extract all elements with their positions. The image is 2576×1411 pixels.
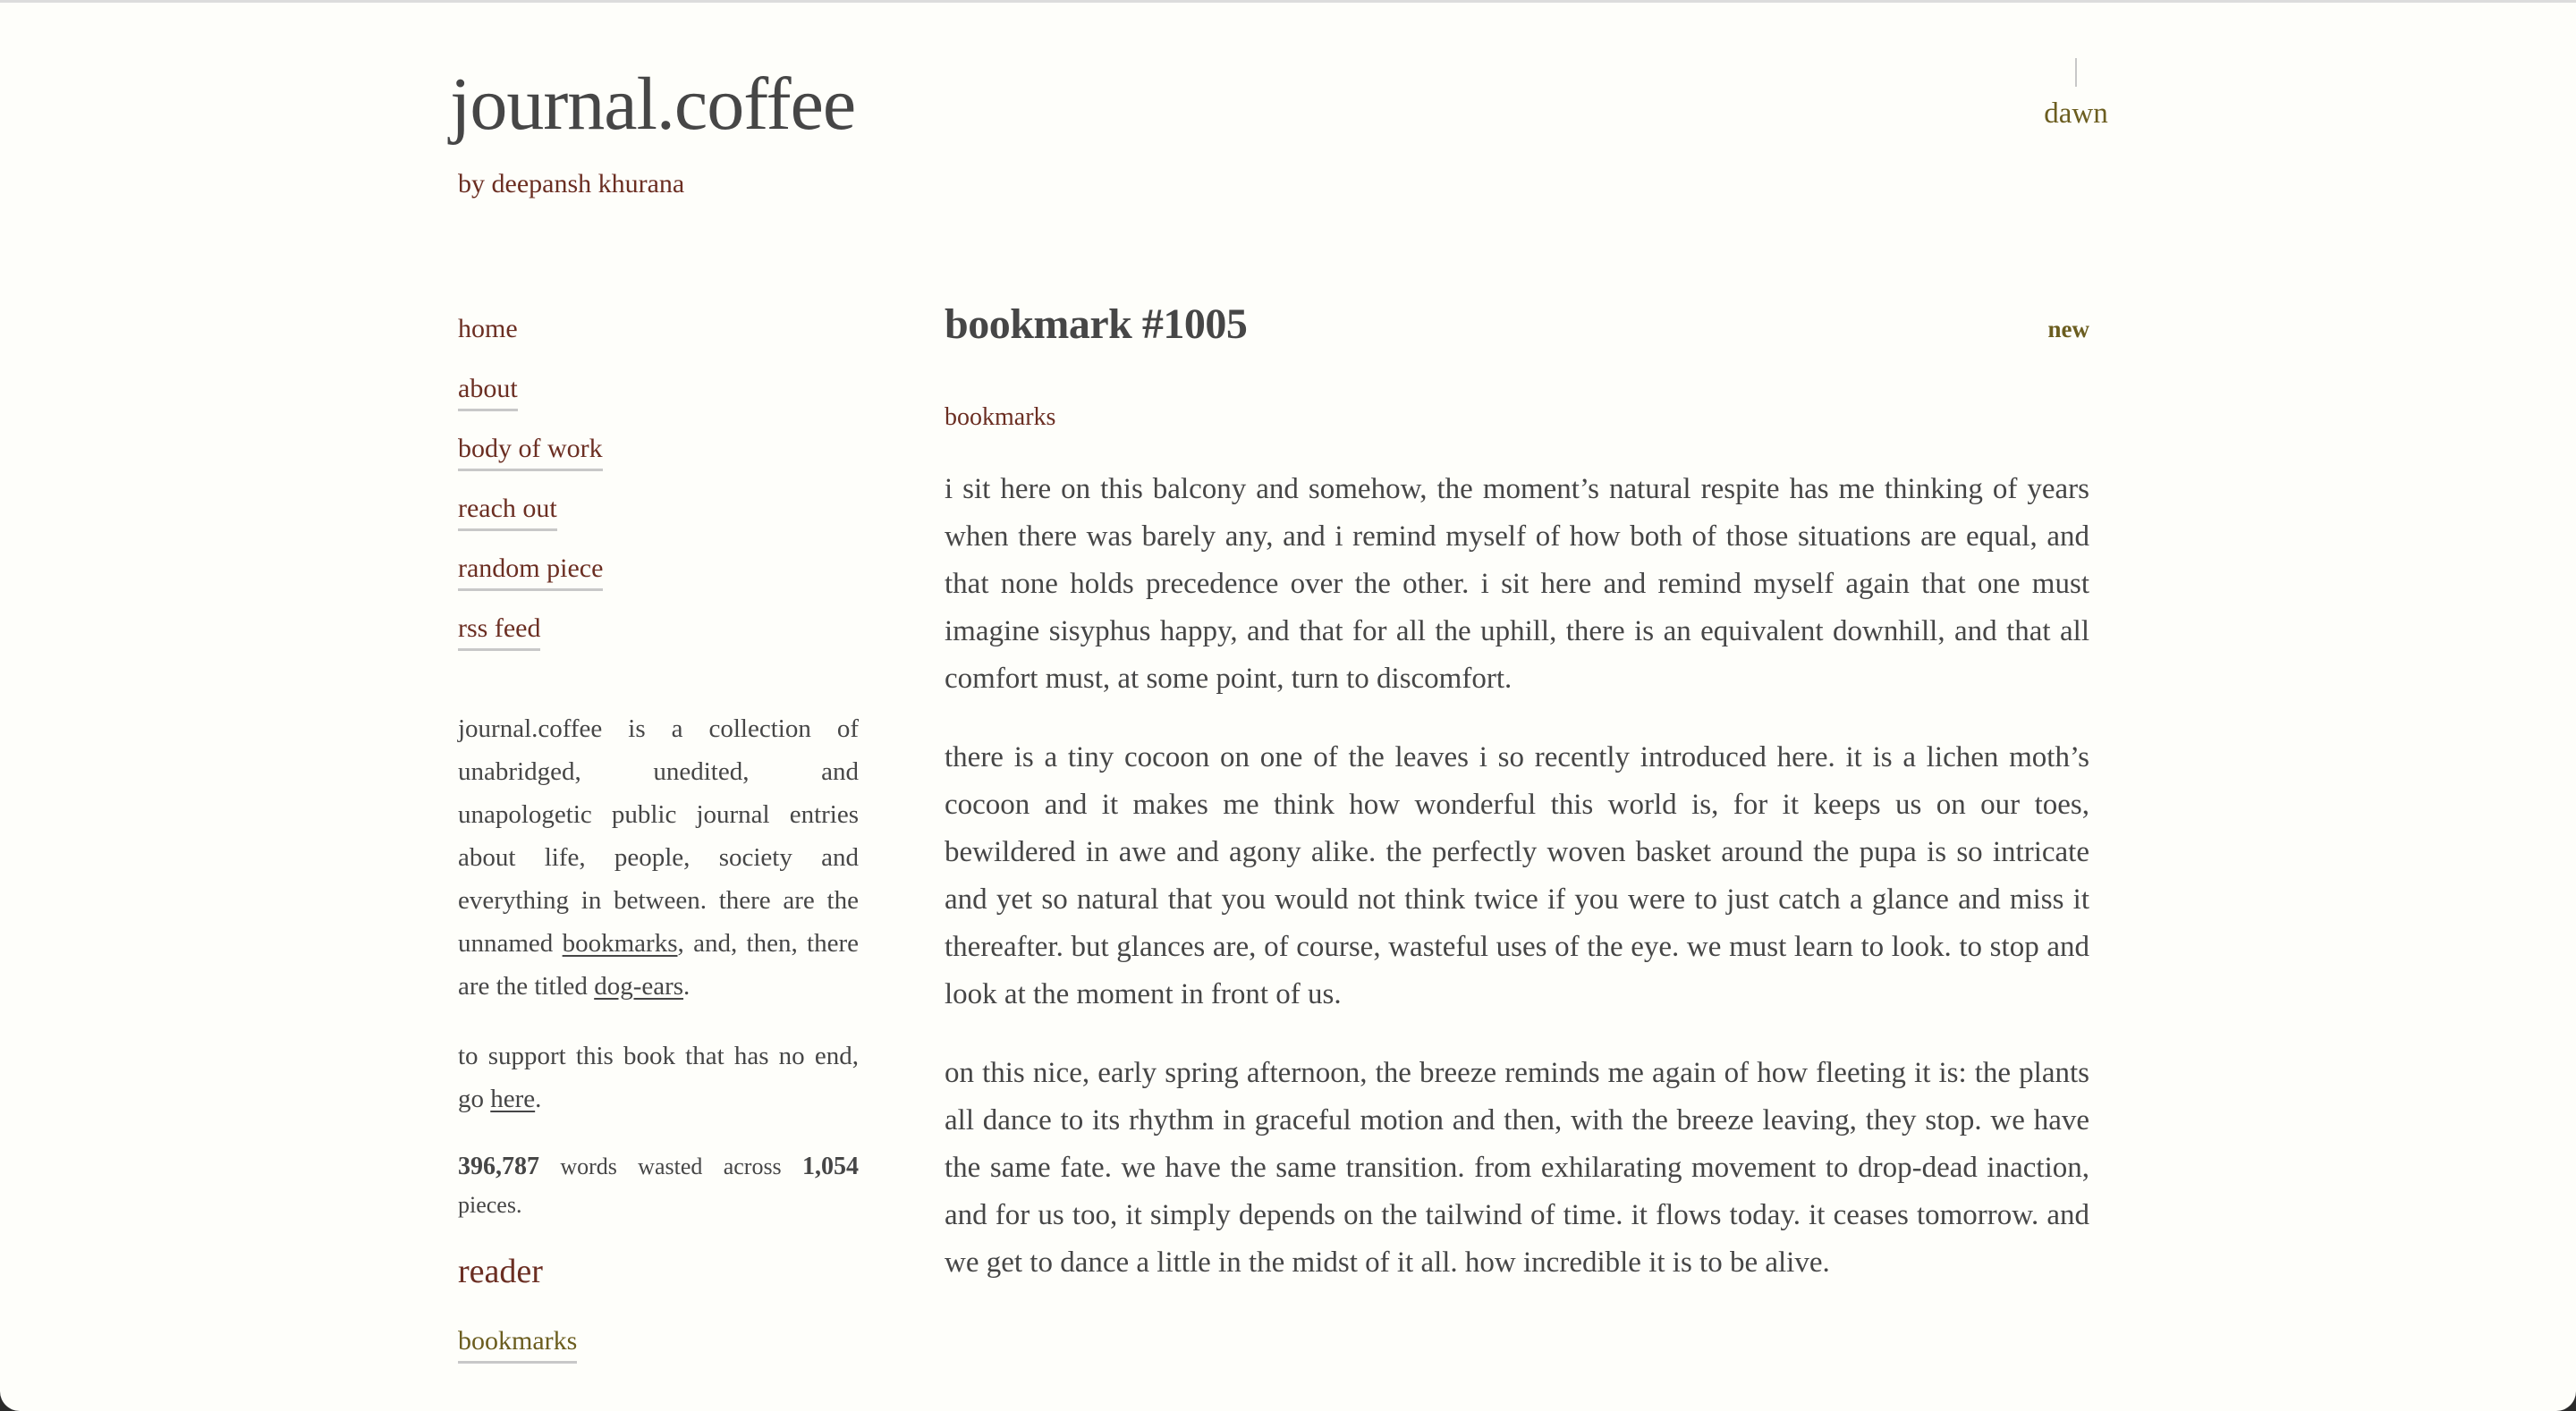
nav-item	[458, 314, 859, 374]
nav-link-about[interactable]: about	[458, 374, 518, 411]
nav-item	[458, 613, 859, 673]
theme-toggle[interactable]	[2027, 58, 2125, 129]
site-description	[458, 707, 859, 1008]
word-stats	[458, 1147, 859, 1224]
post-paragraph: there is a tiny cocoon on one of the leaves i so recently introduced here. it is a lichen moth’s cocoon and it makes me think how wonderful this world is, for it keeps us on our toes, bewildered in awe and agony alike. the perfectly woven basket around the pupa is so intricate and yet so natural that you would not think twice if you were to just catch a glance and miss it thereafter. but glances are, of course, wasteful uses of the eye. we must learn to look. to stop and look at the moment in front of us.	[945, 741, 2089, 1010]
post-paragraph: i sit here on this balcony and somehow, the moment’s natural respite has me thinking of years when there was barely any, and i remind myself of how both of those situations are equal, and that none holds precedence over the other. i sit here and remind myself again that one must imagine sisyphus happy, and that for all the uphill, there is an equivalent downhill, and that all comfort must, at some point, turn to discomfort.	[945, 473, 2089, 695]
new-post-link[interactable]: new	[2047, 316, 2089, 342]
support-text: .	[535, 1085, 542, 1113]
reader-bookmarks-link[interactable]: bookmarks	[458, 1326, 577, 1364]
description-text: , and, then, there are the titled	[458, 929, 859, 1001]
nav-item	[458, 494, 859, 553]
nav-item	[458, 374, 859, 434]
support-note	[458, 1035, 859, 1120]
word-count: 396,787	[458, 1153, 539, 1180]
theme-divider-line	[2075, 58, 2077, 87]
nav-link-home[interactable]: home	[458, 314, 518, 343]
post	[945, 300, 2089, 1318]
bookmarks-link[interactable]: bookmarks	[562, 929, 678, 958]
post-paragraph: on this nice, early spring afternoon, the breeze reminds me again of how fleeting it is: the plants all dance to its rhythm in graceful motion and then, with the breeze leaving, they stop. we have the same fate. we have the same transition. from exhilarating movement to drop-dead inaction, and for us too, it simply depends on the tailwind of time. it flows today. it ceases tomorrow. and we get to dance a little in the midst of it all. how incredible it is to be alive.	[945, 1057, 2089, 1279]
nav-link-body-of-work[interactable]: body of work	[458, 434, 603, 471]
nav-link-rss-feed[interactable]: rss feed	[458, 613, 540, 651]
post-header	[945, 300, 2089, 357]
reader-heading: reader	[458, 1253, 543, 1290]
nav-link-random-piece[interactable]: random piece	[458, 553, 603, 591]
post-title: bookmark #1005	[945, 300, 1248, 348]
site-title[interactable]: journal.coffee	[450, 63, 856, 146]
piece-count: 1,054	[802, 1153, 859, 1180]
sidebar-nav	[458, 314, 859, 673]
description-text: .	[683, 972, 691, 1001]
nav-item	[458, 553, 859, 613]
stats-text: words wasted across	[539, 1153, 802, 1179]
description-text: journal.coffee is a collection of unabridged, unedited, and unapologetic public journal entries about life, people, society and everything in between. there are the unnamed	[458, 714, 859, 958]
nav-item	[458, 434, 859, 494]
post-category-link[interactable]: bookmarks	[945, 403, 1056, 431]
dog-ears-link[interactable]: dog-ears	[594, 972, 684, 1001]
support-text: to support this book that has no end, go	[458, 1042, 859, 1113]
nav-link-reach-out[interactable]: reach out	[458, 494, 557, 531]
support-here-link[interactable]: here	[490, 1085, 536, 1113]
site-byline: by deepansh khurana	[458, 169, 685, 199]
theme-toggle-label[interactable]: dawn	[2044, 97, 2108, 130]
sidebar	[458, 314, 859, 1364]
post-body	[945, 466, 2089, 1287]
stats-text: pieces.	[458, 1192, 522, 1218]
